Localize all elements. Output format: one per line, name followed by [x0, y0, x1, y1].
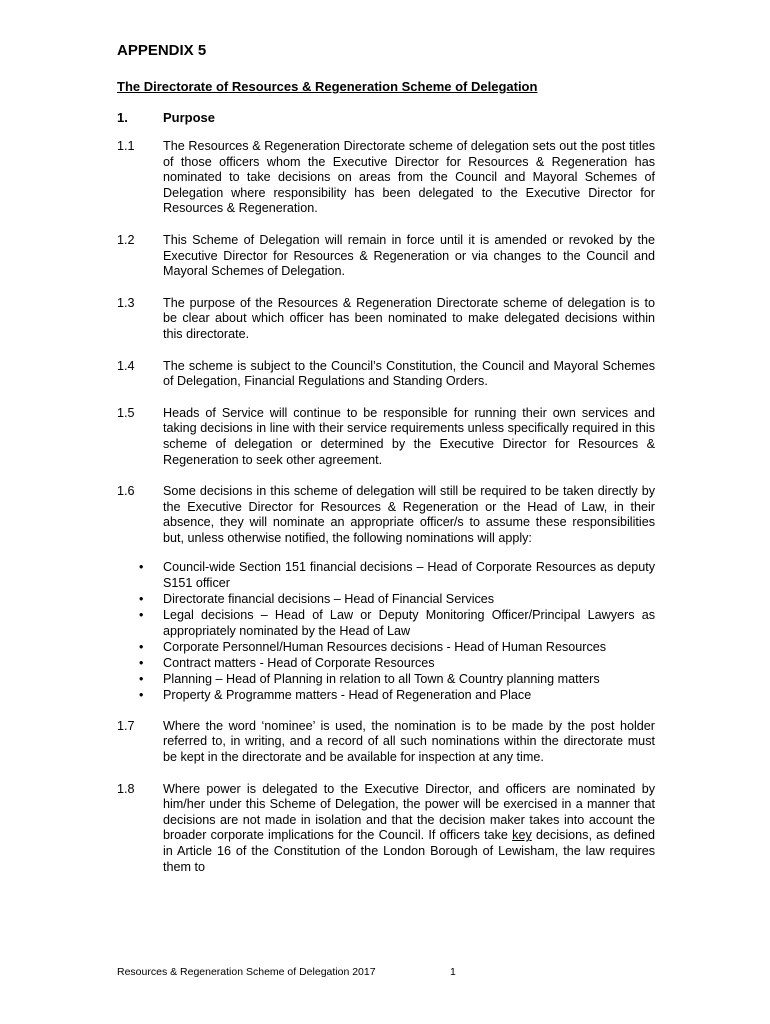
- paragraph-text-start: Where power is delegated to the Executive Director, and officers are nominated by him/her under this Scheme of Delegation, the power will be exercised in a manner that decisions are not made in isolation and that the decision maker takes into account the broader corporate implications for the Council. If officers take: [163, 781, 655, 843]
- list-item-text: Council-wide Section 151 financial decisions – Head of Corporate Resources as deputy S151 officer: [163, 560, 655, 591]
- nominations-list: [117, 560, 655, 703]
- document-title: The Directorate of Resources & Regeneration Scheme of Delegation: [117, 79, 538, 94]
- bullet-icon: •: [139, 639, 144, 654]
- page-footer: [117, 966, 456, 978]
- paragraph-text: Where the word ‘nominee’ is used, the nomination is to be made by the post holder referred to, in writing, and a record of all such nominations within the directorate must be kept in the directorate and be available for inspection at any time.: [163, 718, 655, 764]
- footer-text: Resources & Regeneration Scheme of Delegation 2017: [117, 966, 376, 978]
- paragraph-number: 1.7: [117, 718, 135, 733]
- paragraph-text: This Scheme of Delegation will remain in force until it is amended or revoked by the Executive Director for Resources & Regeneration or via changes to the Council and Mayoral Schemes of Delegation.: [163, 232, 655, 279]
- list-item-text: Planning – Head of Planning in relation to all Town & Country planning matters: [163, 672, 600, 687]
- paragraph-number: 1.2: [117, 232, 135, 247]
- page-number: 1: [450, 966, 456, 978]
- document-body: [117, 139, 655, 891]
- paragraph-1-8: [117, 782, 655, 876]
- section-title: Purpose: [163, 110, 216, 125]
- paragraph-1-7: [117, 719, 655, 766]
- paragraph-1-5: [117, 406, 655, 468]
- list-item: [139, 592, 655, 608]
- paragraph-number: 1.4: [117, 358, 135, 373]
- paragraph-text: Heads of Service will continue to be responsible for running their own services and taking decisions in line with their service requirements unless specifically required in this scheme of delegation or determined by the Executive Director for Resources & Regeneration to seek other agreement.: [163, 405, 655, 467]
- list-item: [139, 656, 655, 672]
- paragraph-1-2: [117, 233, 655, 280]
- list-item: [139, 672, 655, 688]
- paragraph-number: 1.6: [117, 484, 135, 499]
- list-item-text: Directorate financial decisions – Head of Financial Services: [163, 592, 495, 607]
- section-number: 1.: [117, 110, 128, 125]
- list-item-text: Corporate Personnel/Human Resources decisions - Head of Human Resources: [163, 639, 607, 654]
- list-item-text: Property & Programme matters - Head of Regeneration and Place: [163, 688, 532, 703]
- paragraph-number: 1.5: [117, 405, 135, 420]
- paragraph-1-4: [117, 359, 655, 390]
- bullet-icon: •: [139, 672, 144, 687]
- paragraph-number: 1.1: [117, 139, 135, 153]
- paragraph-text: The scheme is subject to the Council’s Constitution, the Council and Mayoral Schemes of Delegation, Financial Regulations and Standing Orders.: [163, 358, 655, 389]
- paragraph-text: Some decisions in this scheme of delegation will still be required to be taken directly by the Executive Director for Resources & Regeneration or the Head of Law, in their absence, they will nominate an appropriate officer/s to assume these responsibilities but, unless otherwise notified, the following nominations will apply:: [163, 484, 655, 545]
- appendix-label: APPENDIX 5: [117, 42, 207, 59]
- paragraph-1-6: [117, 484, 655, 546]
- paragraph-1-1: [117, 139, 655, 217]
- paragraph-text: The purpose of the Resources & Regeneration Directorate scheme of delegation is to be clear about which officer has been nominated to make delegated decisions within this directorate.: [163, 295, 655, 341]
- key-underlined-term: key: [512, 828, 532, 843]
- paragraph-number: 1.3: [117, 295, 135, 310]
- list-item-text: Contract matters - Head of Corporate Resources: [163, 656, 435, 671]
- paragraph-number: 1.8: [117, 781, 135, 796]
- list-item: [139, 688, 655, 704]
- list-item: [139, 560, 655, 591]
- paragraph-text-end: decisions, as defined in Article 16 of the Constitution of the London Borough of Lewisham, the law requires them to: [163, 828, 655, 874]
- bullet-icon: •: [139, 688, 144, 703]
- paragraph-text: The Resources & Regeneration Directorate scheme of delegation sets out the post titles of those officers whom the Executive Director for Resources & Regeneration has nominated to take decisions on areas from the Council and Mayoral Schemes of Delegation where responsibility has been delegated to the Executive Director for Resources & Regeneration.: [163, 139, 655, 216]
- bullet-icon: •: [139, 592, 144, 607]
- paragraph-1-3: [117, 296, 655, 343]
- list-item: [139, 608, 655, 639]
- list-item: [139, 639, 655, 656]
- list-item-text: Legal decisions – Head of Law or Deputy Monitoring Officer/Principal Lawyers as appropriately nominated by the Head of Law: [163, 608, 655, 638]
- bullet-icon: •: [139, 656, 144, 671]
- bullet-icon: •: [139, 608, 144, 623]
- bullet-icon: •: [139, 560, 144, 575]
